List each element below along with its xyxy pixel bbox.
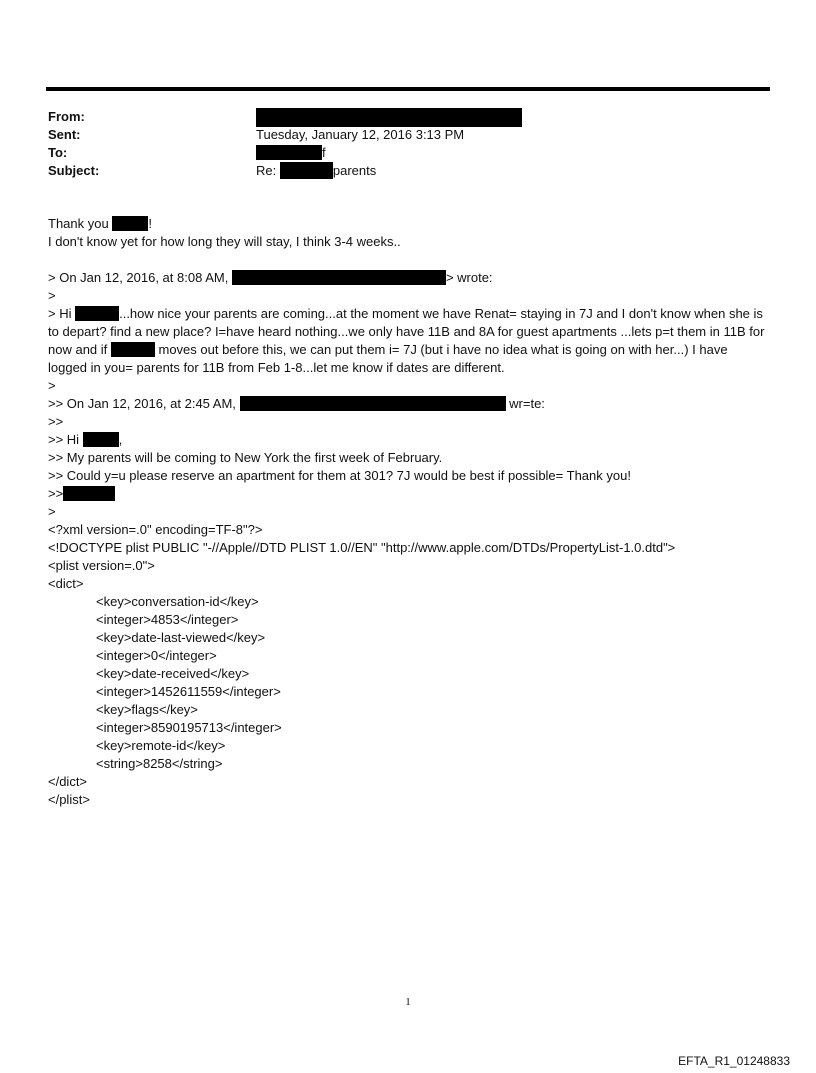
quote-line: >> My parents will be coming to New York the first week of February. bbox=[48, 450, 443, 465]
plist-line: <key>flags</key> bbox=[96, 702, 198, 717]
from-label: From: bbox=[48, 109, 85, 124]
quote-header: >> On Jan 12, 2016, at 2:45 AM, wr=te: bbox=[48, 396, 545, 411]
email-header bbox=[48, 108, 768, 180]
plist-line: <key>remote-id</key> bbox=[96, 738, 226, 753]
quote-line: >> Could y=u please reserve an apartment for them at 301? 7J would be best if possible= Thank you! bbox=[48, 468, 631, 483]
redaction bbox=[256, 108, 522, 127]
plist-line: <integer>0</integer> bbox=[96, 648, 217, 663]
reply-line: I don't know yet for how long they will stay, I think 3-4 weeks.. bbox=[48, 234, 401, 249]
redaction bbox=[232, 270, 446, 285]
message-body bbox=[48, 215, 770, 809]
to-label: To: bbox=[48, 145, 68, 160]
sent-label: Sent: bbox=[48, 127, 81, 142]
quote-line: > bbox=[48, 504, 56, 519]
redaction bbox=[240, 396, 506, 411]
from-row bbox=[48, 108, 768, 126]
subject-label: Subject: bbox=[48, 163, 100, 178]
quote-line: > bbox=[48, 288, 56, 303]
sent-value: Tuesday, January 12, 2016 3:13 PM bbox=[256, 127, 465, 142]
subject-suffix: parents bbox=[332, 163, 377, 178]
redaction bbox=[83, 432, 119, 447]
xml-line: </plist> bbox=[48, 792, 90, 807]
xml-line: <plist version=.0"> bbox=[48, 558, 155, 573]
document-id: EFTA_R1_01248833 bbox=[678, 1054, 790, 1068]
quote-signature: >> bbox=[48, 485, 770, 503]
redaction bbox=[112, 216, 148, 231]
quote-line: >> Hi , bbox=[48, 432, 123, 447]
quote-line: > bbox=[48, 378, 56, 393]
plist-line: <integer>8590195713</integer> bbox=[96, 720, 282, 735]
redaction bbox=[280, 162, 333, 179]
quote-paragraph: > Hi ...how nice your parents are coming...at the moment we have Renat= staying in 7J and I don't know when she is to depart? find a new place? I=have heard nothing...we only have 11B and 8A for guest apartments ...lets p=t them in 11B for now and if moves out before this, we can put them i= 7J (but i have no idea what is going on with her...) I have logged in you= parents for 11B from Feb 1-8...let me know if dates are different. bbox=[48, 306, 765, 375]
plist-line: <integer>1452611559</integer> bbox=[96, 684, 281, 699]
plist-line: <integer>4853</integer> bbox=[96, 612, 239, 627]
xml-line: <!DOCTYPE plist PUBLIC "-//Apple//DTD PLIST 1.0//EN" "http://www.apple.com/DTDs/PropertyList-1.0.dtd"> bbox=[48, 540, 676, 555]
xml-line: </dict> bbox=[48, 774, 88, 789]
redaction bbox=[63, 486, 115, 501]
to-row bbox=[48, 144, 768, 162]
reply-line: Thank you ! bbox=[48, 216, 152, 231]
to-suffix: f bbox=[322, 145, 326, 160]
redaction bbox=[256, 145, 322, 160]
subject-row bbox=[48, 162, 768, 180]
plist-line: <key>conversation-id</key> bbox=[96, 594, 259, 609]
subject-prefix: Re: bbox=[256, 163, 277, 178]
redaction bbox=[75, 306, 119, 321]
sent-row bbox=[48, 126, 768, 144]
redaction bbox=[111, 342, 155, 357]
plist-line: <key>date-last-viewed</key> bbox=[96, 630, 266, 645]
quote-line: >> bbox=[48, 414, 64, 429]
xml-line: <?xml version=.0" encoding=TF-8"?> bbox=[48, 522, 263, 537]
xml-line: <dict> bbox=[48, 576, 84, 591]
plist-line: <key>date-received</key> bbox=[96, 666, 250, 681]
header-rule bbox=[46, 87, 770, 91]
quote-header: > On Jan 12, 2016, at 8:08 AM, > wrote: bbox=[48, 270, 493, 285]
page-number: 1 bbox=[405, 996, 411, 1008]
plist-line: <string>8258</string> bbox=[96, 756, 223, 771]
